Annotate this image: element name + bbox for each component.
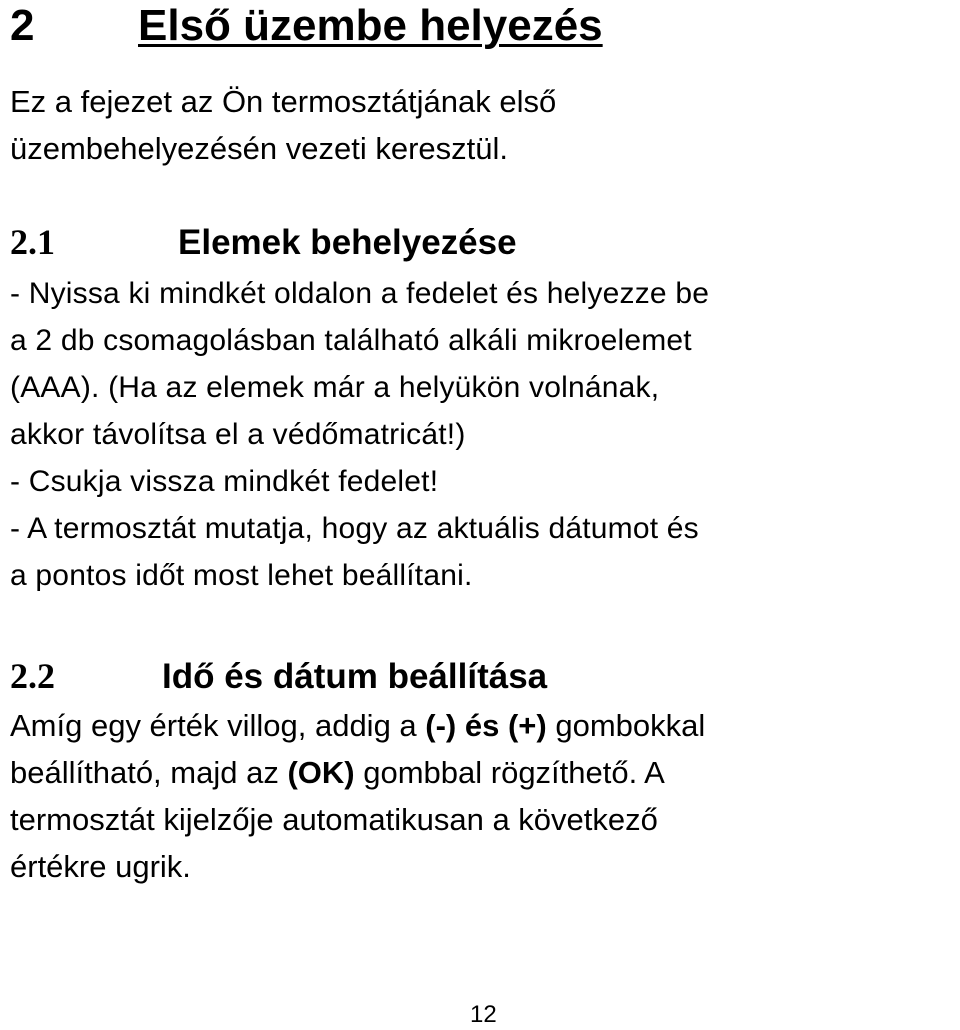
body-line: értékre ugrik.	[10, 849, 191, 884]
section-body-time-date	[10, 702, 950, 890]
chapter-number: 2	[10, 1, 35, 50]
body-line	[10, 749, 950, 796]
section-heading-batteries	[10, 217, 517, 267]
section-number: 2.1	[10, 222, 55, 262]
page-number: 12	[470, 1001, 497, 1028]
section-number: 2.2	[10, 656, 55, 696]
body-text: gombbal rögzíthető. A	[354, 755, 665, 790]
intro-line: Ez a fejezet az Ön termosztátjának első	[10, 84, 557, 119]
body-line	[10, 702, 950, 749]
section-body-batteries	[10, 270, 950, 599]
section-title: Idő és dátum beállítása	[162, 657, 548, 696]
body-line: - Nyissa ki mindkét oldalon a fedelet és helyezze be	[10, 277, 710, 310]
intro-line: üzembehelyezésén vezeti keresztül.	[10, 131, 508, 166]
section-heading-time-date	[10, 651, 547, 701]
body-text: Amíg egy érték villog, addig a	[10, 708, 426, 743]
body-text: gombokkal	[546, 708, 706, 743]
body-line: a pontos időt most lehet beállítani.	[10, 559, 473, 592]
button-reference: (OK)	[287, 755, 355, 790]
chapter-heading	[10, 0, 603, 52]
chapter-intro	[10, 78, 940, 172]
body-text: beállítható, majd az	[10, 755, 288, 790]
body-line: - Csukja vissza mindkét fedelet!	[10, 465, 439, 498]
chapter-title: Első üzembe helyezés	[138, 1, 603, 50]
body-line: a 2 db csomagolásban található alkáli mikroelemet	[10, 324, 692, 357]
section-title: Elemek behelyezése	[178, 223, 517, 262]
body-line: (AAA). (Ha az elemek már a helyükön volnának,	[10, 371, 660, 404]
body-line: termosztát kijelzője automatikusan a következő	[10, 802, 658, 837]
body-line: akkor távolítsa el a védőmatricát!)	[10, 418, 466, 451]
button-reference: (-) és (+)	[425, 708, 547, 743]
body-line: - A termosztát mutatja, hogy az aktuális dátumot és	[10, 512, 699, 545]
